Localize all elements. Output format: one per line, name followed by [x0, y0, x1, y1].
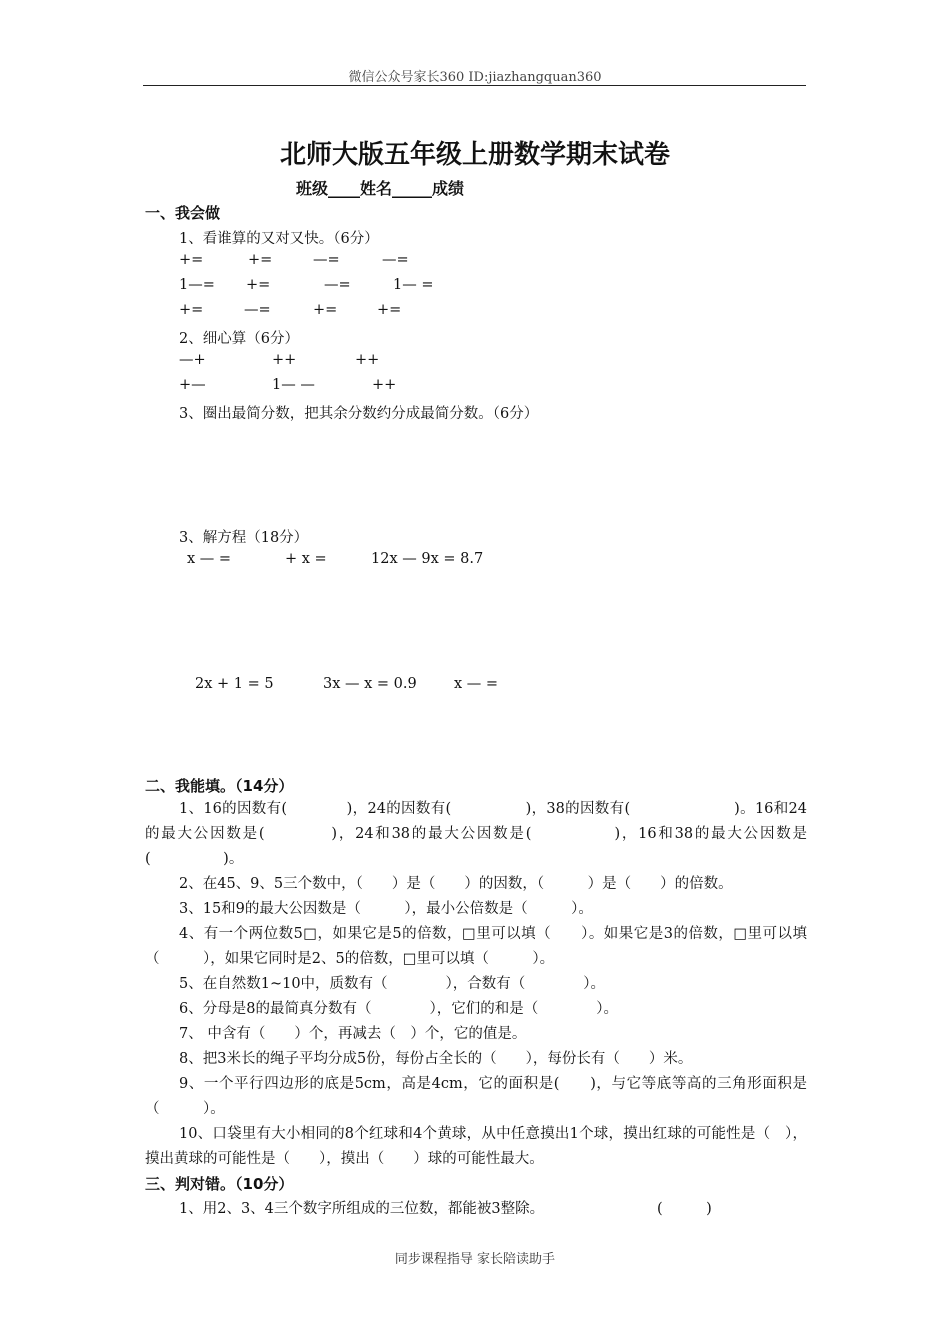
s2-question-6: 6、分母是8的最简真分数有（ ），它们的和是（ ）。 — [179, 1001, 618, 1017]
equation: 12x — 9x = 8.7 — [371, 551, 484, 567]
s2-question-1: 1、16的因数有( )，24的因数有( )，38的因数有( )。16和24的最大公因数是( )，24和38的最大公因数是( )，16和38的最大公因数是( )。 — [145, 801, 807, 867]
calc-item: += — [248, 252, 273, 268]
equation: 3x — x = 0.9 — [323, 676, 417, 692]
calc-item: += — [313, 302, 338, 318]
section-1-heading: 一、我会做 — [145, 204, 221, 222]
s2-question-9: 9、一个平行四边形的底是5cm，高是4cm，它的面积是( )，与它等底等高的三角形面积是（ ）。 — [145, 1076, 807, 1117]
calc-item: —= — [313, 252, 340, 268]
page-title: 北师大版五年级上册数学期末试卷 — [279, 140, 670, 170]
s1-q1-text: 1、看谁算的又对又快。（6分） — [179, 231, 379, 247]
section-2-heading: 二、我能填。（14分） — [145, 777, 294, 795]
calc-item: ++ — [372, 377, 397, 393]
calc-item: 1— — — [272, 377, 315, 393]
equation: x — = — [454, 676, 499, 692]
s2-question-8: 8、把3米长的绳子平均分成5份，每份占全长的（ ），每份长有（ ）米。 — [179, 1051, 693, 1067]
s2-question-3: 3、15和9的最大公因数是（ ），最小公倍数是（ ）。 — [179, 901, 593, 917]
calc-item: ++ — [355, 352, 380, 368]
calc-item: += — [179, 302, 204, 318]
s1-q4-text: 3、解方程（18分） — [179, 530, 309, 546]
section-3-heading: 三、判对错。（10分） — [145, 1175, 294, 1193]
s2-question-10: 10、口袋里有大小相同的8个红球和4个黄球，从中任意摸出1个球，摸出红球的可能性是（ ），摸出黄球的可能性是（ ），摸出（ ）球的可能性最大。 — [145, 1126, 807, 1167]
s1-q2-text: 2、细心算（6分） — [179, 331, 299, 347]
header-rule — [143, 85, 806, 86]
equation: 2x + 1 = 5 — [195, 676, 274, 692]
s1-q3-text: 3、圈出最简分数，把其余分数约分成最简分数。（6分） — [179, 406, 539, 422]
calc-item: += — [179, 252, 204, 268]
s2-question-4: 4、有一个两位数5□，如果它是5的倍数，□里可以填（ ）。如果它是3的倍数，□里可以填（ ），如果它同时是2、5的倍数，□里可以填（ ）。 — [145, 926, 807, 967]
page-header: 微信公众号家长360 ID:jiazhangquan360 — [348, 70, 602, 85]
calc-item: —= — [382, 252, 409, 268]
calc-item: += — [377, 302, 402, 318]
s2-question-7: 7、 中含有（ ）个，再减去（ ）个，它的值是。 — [179, 1026, 527, 1042]
s2-question-5: 5、在自然数1~10中，质数有（ ），合数有（ ）。 — [179, 976, 606, 992]
calc-item: += — [246, 277, 271, 293]
equation: x — = — [187, 551, 232, 567]
student-info-line: 班级____姓名_____成绩 — [296, 179, 465, 198]
calc-item: 1—= — [179, 277, 215, 293]
page-footer: 同步课程指导 家长陪读助手 — [394, 1252, 556, 1267]
calc-item: —+ — [179, 352, 206, 368]
calc-item: 1— = — [393, 277, 434, 293]
equation: + x = — [285, 551, 327, 567]
s2-question-2: 2、在45、9、5三个数中，（ ）是（ ）的因数，（ ）是（ ）的倍数。 — [179, 876, 733, 892]
answer-blank: ( ) — [657, 1201, 712, 1217]
calc-item: +— — [179, 377, 206, 393]
calc-item: ++ — [272, 352, 297, 368]
s3-question-1: 1、用2、3、4三个数字所组成的三位数，都能被3整除。 — [179, 1201, 545, 1217]
calc-item: —= — [244, 302, 271, 318]
calc-item: —= — [324, 277, 351, 293]
